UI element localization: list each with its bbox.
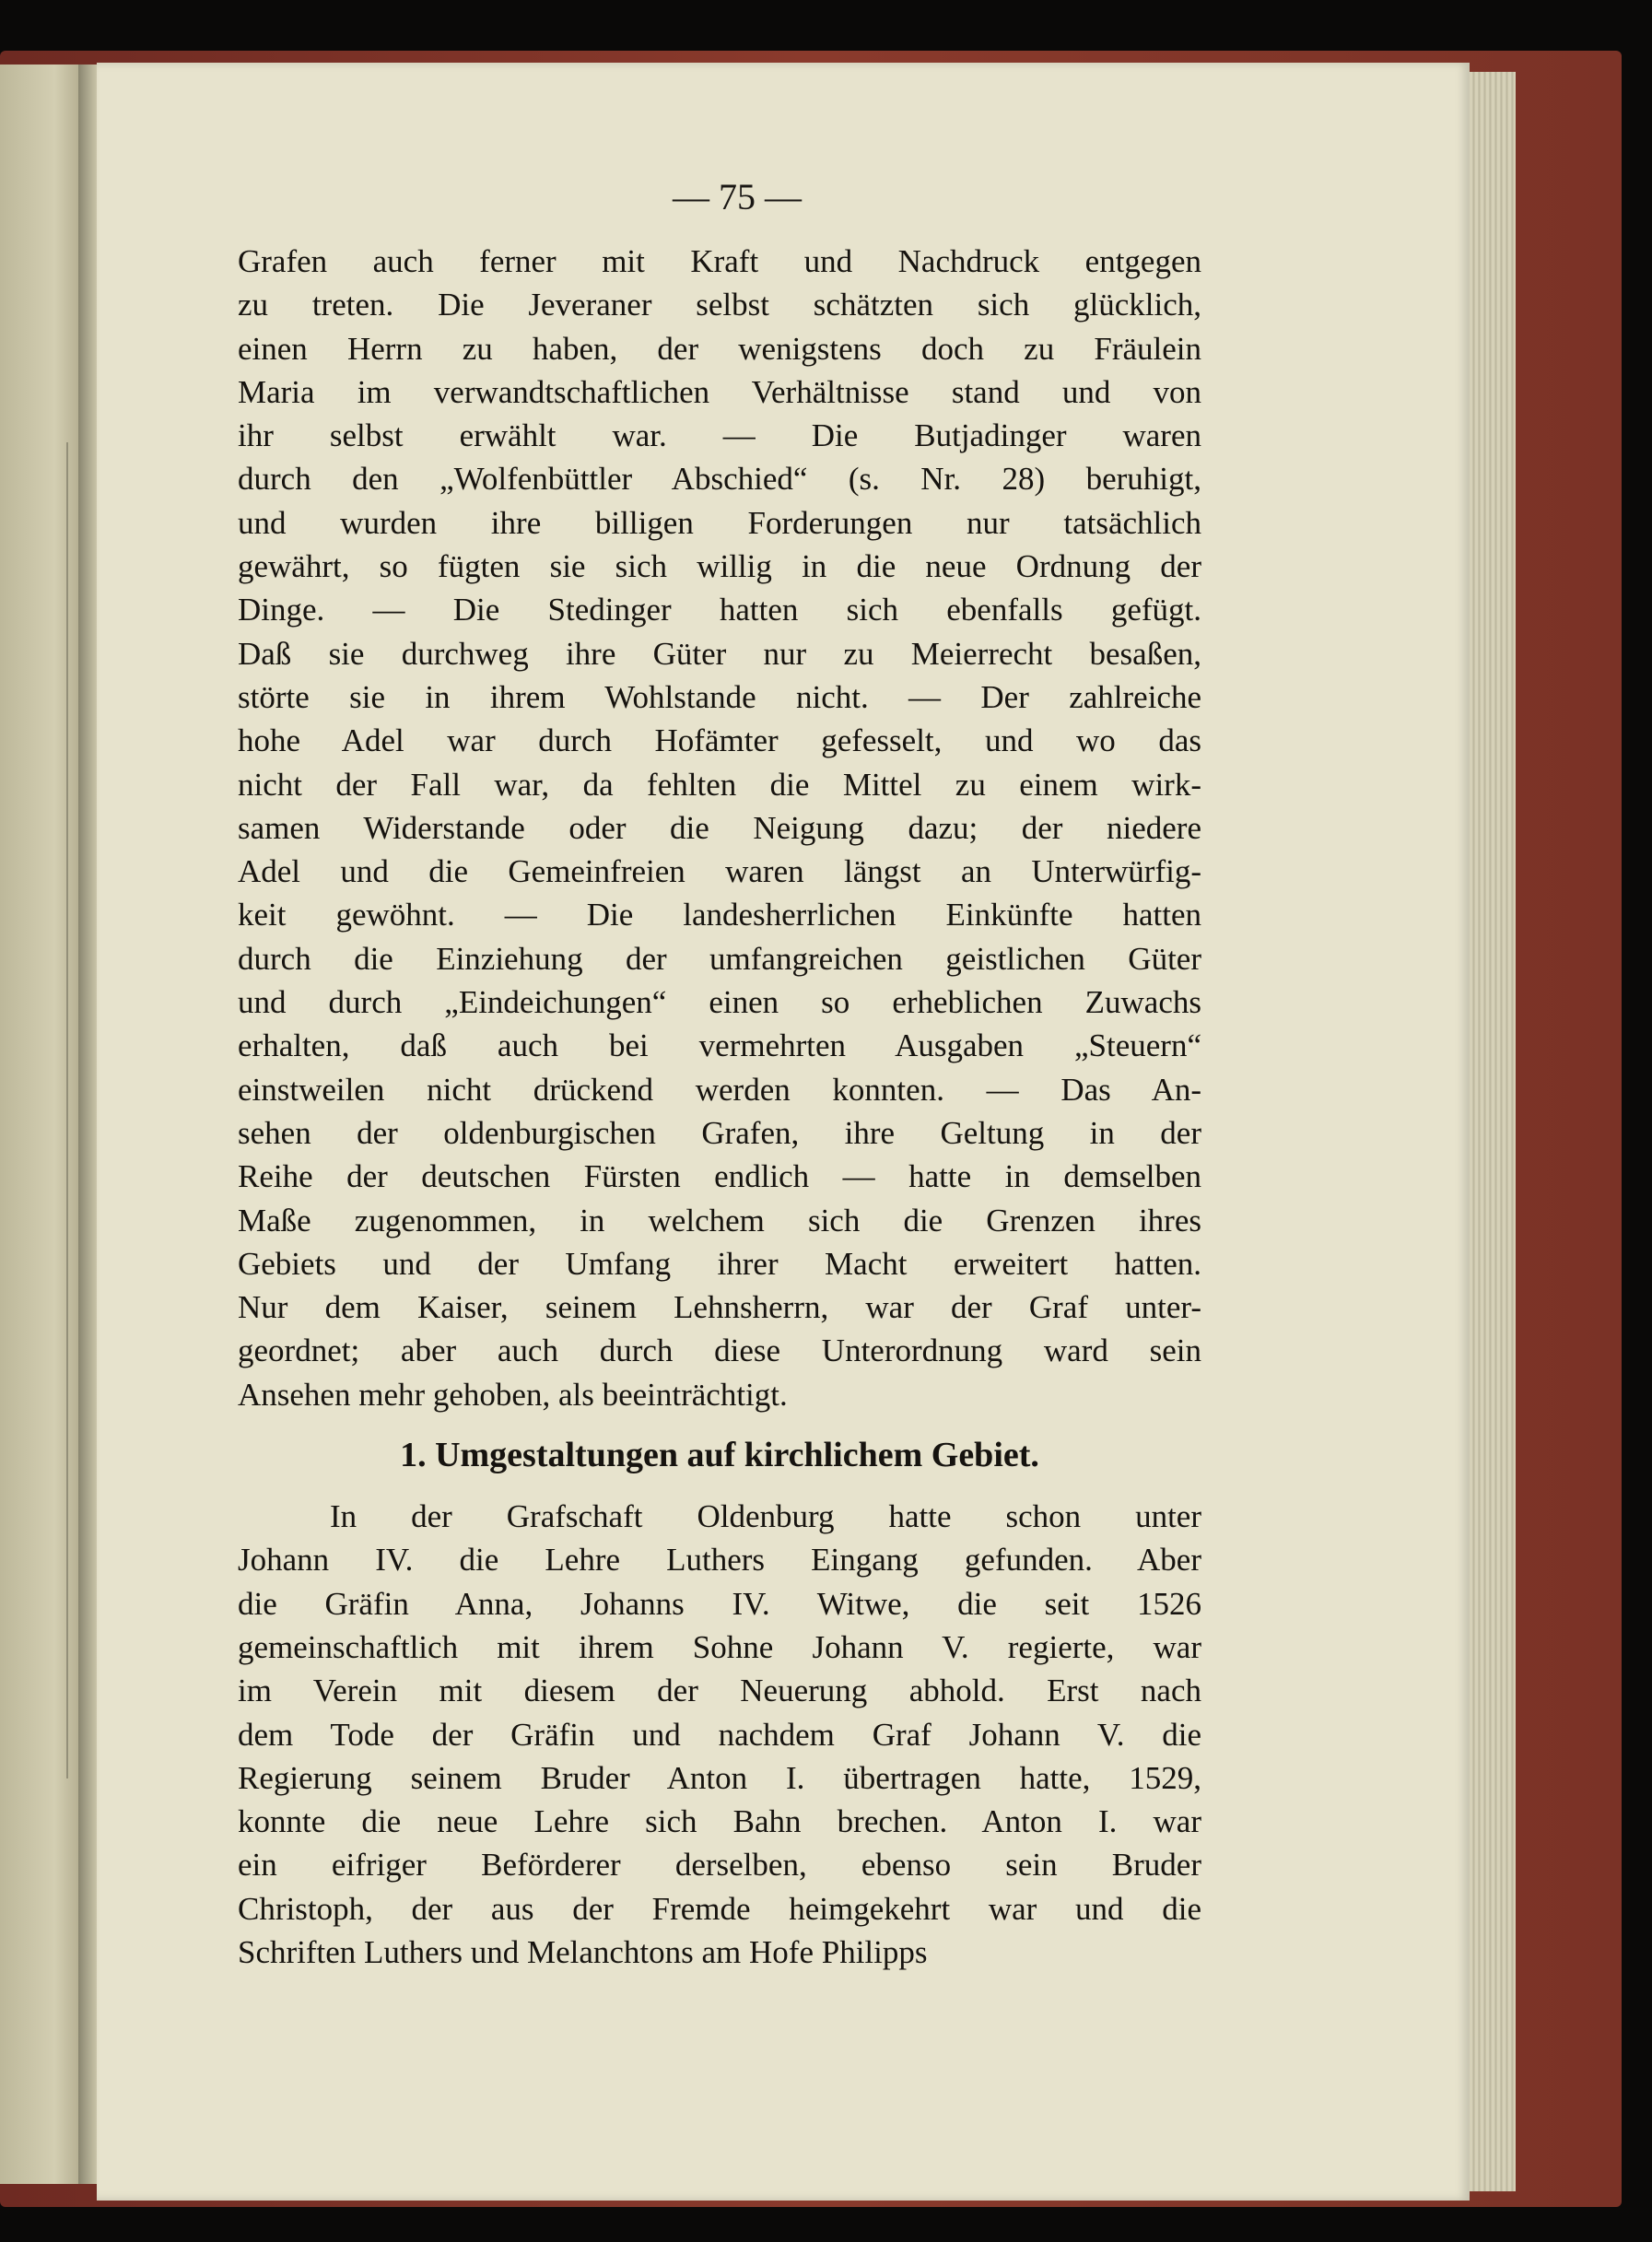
text-line: gewährt, so fügten sie sich willig in die neue Ordnung der [238,548,1201,585]
text-line: Reihe der deutschen Fürsten endlich — hatte in demselben [238,1158,1201,1195]
text-line: geordnet; aber auch durch diese Unterordnung ward sein [238,1332,1201,1369]
page-number: — 75 — [673,176,802,217]
text-line: Nur dem Kaiser, seinem Lehnsherrn, war der Graf unter- [238,1289,1201,1326]
text-line: Grafen auch ferner mit Kraft und Nachdruck entgegen [238,243,1201,279]
text-line: störte sie in ihrem Wohlstande nicht. — Der zahlreiche [238,678,1201,715]
text-line: Schriften Luthers und Melanchtons am Hofe Philipps [238,1933,928,1970]
text-line: und durch „Eindeichungen“ einen so erheblichen Zuwachs [238,984,1201,1021]
binding-marks [66,442,83,1778]
text-line: durch den „Wolfenbüttler Abschied“ (s. Nr. 28) beruhigt, [238,461,1201,498]
text-line: im Verein mit diesem der Neuerung abhold. Erst nach [238,1673,1201,1709]
text-line: konnte die neue Lehre sich Bahn brechen. Anton I. war [238,1803,1201,1840]
text-line: erhalten, daß auch bei vermehrten Ausgaben „Steuern“ [238,1027,1201,1064]
text-line: sehen der oldenburgischen Grafen, ihre Geltung in der [238,1114,1201,1151]
text-line: nicht der Fall war, da fehlten die Mittel zu einem wirk- [238,766,1201,803]
text-line: die Gräfin Anna, Johanns IV. Witwe, die seit 1526 [238,1585,1201,1622]
text-line: einen Herrn zu haben, der wenigstens doch zu Fräulein [238,330,1201,367]
text-line: durch die Einziehung der umfangreichen geistlichen Güter [238,940,1201,977]
text-line: keit gewöhnt. — Die landesherrlichen Einkünfte hatten [238,897,1201,933]
text-line: Dinge. — Die Stedinger hatten sich ebenfalls gefügt. [238,592,1201,628]
text-line: dem Tode der Gräfin und nachdem Graf Johann V. die [238,1716,1201,1753]
text-line: zu treten. Die Jeveraner selbst schätzten sich glücklich, [238,287,1201,323]
text-line: Adel und die Gemeinfreien waren längst an Unterwürfig- [238,853,1201,890]
text-line: hohe Adel war durch Hofämter gefesselt, und wo das [238,722,1201,759]
text-line: einstweilen nicht drückend werden konnten. — Das An- [238,1071,1201,1108]
section-heading: 1. Umgestaltungen auf kirchlichem Gebiet. [400,1436,1039,1475]
text-line: Regierung seinem Bruder Anton I. übertragen hatte, 1529, [238,1759,1201,1796]
text-line: Gebiets und der Umfang ihrer Macht erweitert hatten. [238,1245,1201,1282]
page-edges [1470,72,1516,2191]
text-line: Christoph, der aus der Fremde heimgekehrt war und die [238,1890,1201,1927]
text-block [238,240,1201,1974]
text-line: Maria im verwandtschaftlichen Verhältnisse stand und von [238,373,1201,410]
text-line: Maße zugenommen, in welchem sich die Grenzen ihres [238,1202,1201,1238]
text-line: gemeinschaftlich mit ihrem Sohne Johann V. regierte, war [238,1628,1201,1665]
text-line: und wurden ihre billigen Forderungen nur tatsächlich [238,504,1201,541]
text-line: Daß sie durchweg ihre Güter nur zu Meierrecht besaßen, [238,635,1201,672]
text-line: Ansehen mehr gehoben, als beeinträchtigt. [238,1376,788,1413]
text-line: ihr selbst erwählt war. — Die Butjadinger waren [238,417,1201,454]
text-line: In der Grafschaft Oldenburg hatte schon unter [330,1498,1201,1535]
paragraph [238,240,1201,1416]
text-line: samen Widerstande oder die Neigung dazu; der niedere [238,809,1201,846]
text-line: ein eifriger Beförderer derselben, ebenso sein Bruder [238,1847,1201,1884]
text-line: Johann IV. die Lehre Luthers Eingang gefunden. Aber [238,1542,1201,1579]
paragraph [238,1495,1201,1974]
